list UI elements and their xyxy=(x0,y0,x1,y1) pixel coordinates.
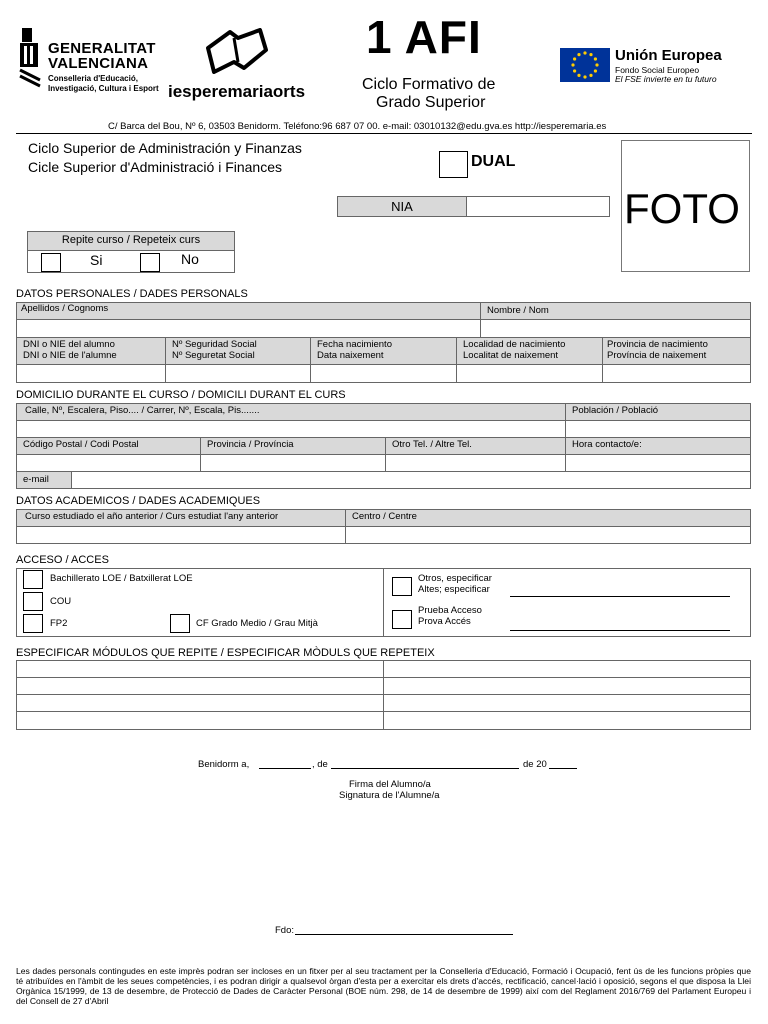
gv-subtitle-1: Conselleria d'Educació, xyxy=(48,74,138,83)
street-input[interactable] xyxy=(16,420,566,438)
postal-input[interactable] xyxy=(16,454,201,472)
otherphone-input[interactable] xyxy=(385,454,566,472)
town-label-cell xyxy=(565,403,751,421)
otherphone-label-cell xyxy=(385,437,566,455)
bach-checkbox[interactable] xyxy=(23,570,43,589)
test-checkbox[interactable] xyxy=(392,610,412,629)
center-input[interactable] xyxy=(345,526,751,544)
school-address: C/ Barca del Bou, Nº 6, 03503 Benidorm. Teléfono:96 687 07 00. e-mail: 03010132@edu.gva.es http://iesperemaria.es xyxy=(108,121,607,132)
contacthour-label: Hora contacto/e: xyxy=(572,439,642,450)
birth-input[interactable] xyxy=(310,364,457,383)
access-section-title: ACCESO / ACCES xyxy=(16,554,109,566)
nia-input[interactable] xyxy=(466,196,610,217)
sign-place: Benidorm a, xyxy=(198,759,250,770)
academic-section-title: DATOS ACADEMICOS / DADES ACADEMIQUES xyxy=(16,495,261,507)
dni-input[interactable] xyxy=(16,364,166,383)
prevcourse-label-cell xyxy=(16,509,346,527)
modules-section-title: ESPECIFICAR MÓDULOS QUE REPITE / ESPECIFICAR MÒDULS QUE REPETEIX xyxy=(16,647,435,659)
town-input[interactable] xyxy=(565,420,751,438)
repeat-yes-checkbox[interactable] xyxy=(41,253,61,272)
eu-flag-icon xyxy=(560,48,610,82)
others-label-2: Altes; especificar xyxy=(418,584,490,595)
repeat-no-checkbox[interactable] xyxy=(140,253,160,272)
modules-input-3a[interactable] xyxy=(16,694,384,712)
modules-input-1a[interactable] xyxy=(16,660,384,678)
nia-label-cell xyxy=(337,196,467,217)
gv-subtitle-2: Investigació, Cultura i Esport xyxy=(48,84,159,93)
birthplace-label-2: Localitat de naixement xyxy=(463,350,559,361)
email-label: e-mail xyxy=(23,474,49,485)
others-input-line[interactable] xyxy=(510,596,730,597)
ss-label-1: Nº Seguridad Social xyxy=(172,339,257,350)
sign-month-line[interactable] xyxy=(331,768,519,769)
modules-input-4a[interactable] xyxy=(16,711,384,730)
school-name: iesperemariaorts xyxy=(168,82,306,101)
dni-label-2: DNI o NIE de l'alumne xyxy=(23,350,117,361)
sign-label-1: Firma del Alumno/a xyxy=(349,779,431,790)
legal-notice: Les dades personals contingudes en este imprès podran ser incloses en un fitxer per al seu tractament per la Conselleria d'Educació, Formació i Ocupació, fent ús de les funcions pròpies que té atribuïdes en l'àmbit de les seues competències, i es podran dirigir a qualsevol òrgan d'esta per a exercitar els drets d'accés, rectificació, cancel·lació i oposició, segons el que disposa la Llei Orgànica 15/1999, de 13 de desembre, de Protecció de Dades de Caràcter Personal (BOE núm. 298, de 14 de desembre de 1999) així com del Reglament 2016/769 del Parlament Europeu i del Consell de 27 d'Abril xyxy=(16,966,751,1006)
postal-label-cell xyxy=(16,437,201,455)
cfmedio-checkbox[interactable] xyxy=(170,614,190,633)
repeat-label: Repite curso / Repeteix curs xyxy=(61,234,201,246)
province-label-cell xyxy=(200,437,386,455)
fp2-label: FP2 xyxy=(50,618,68,629)
dual-checkbox[interactable] xyxy=(439,151,468,178)
contacthour-input[interactable] xyxy=(565,454,751,472)
eu-subtitle-1: Fondo Social Europeo xyxy=(615,65,700,75)
fdo-label: Fdo: xyxy=(275,925,295,936)
generalitat-logo xyxy=(18,28,168,98)
eu-title: Unión Europea xyxy=(615,47,722,64)
fp2-checkbox[interactable] xyxy=(23,614,43,633)
prevcourse-label: Curso estudiado el año anterior / Curs estudiat l'any anterior xyxy=(25,511,279,522)
header-divider xyxy=(16,133,752,134)
birthprov-label-2: Província de naixement xyxy=(607,350,707,361)
prevcourse-input[interactable] xyxy=(16,526,346,544)
sign-day-line[interactable] xyxy=(259,768,311,769)
postal-label: Código Postal / Codi Postal xyxy=(23,439,139,450)
province-label: Provincia / Província xyxy=(207,439,294,450)
town-label: Población / Població xyxy=(572,405,659,416)
contacthour-label-cell xyxy=(565,437,751,455)
cou-label: COU xyxy=(50,596,72,607)
test-input-line[interactable] xyxy=(510,630,730,631)
repeat-header xyxy=(28,232,234,251)
birthplace-label-1: Localidad de nacimiento xyxy=(463,339,566,350)
dual-label: DUAL xyxy=(471,153,516,170)
name-input[interactable] xyxy=(480,319,751,338)
birth-label-cell xyxy=(310,337,457,365)
repeat-yes-label: Si xyxy=(90,252,103,268)
sign-de1: , de xyxy=(312,759,328,770)
photo-label: FOTO xyxy=(624,185,740,232)
ss-label-2: Nº Seguretat Social xyxy=(172,350,255,361)
email-label-cell xyxy=(16,471,72,489)
others-checkbox[interactable] xyxy=(392,577,412,596)
dni-label-cell xyxy=(16,337,166,365)
email-input[interactable] xyxy=(71,471,751,489)
center-label-cell xyxy=(345,509,751,527)
sign-label-2: Signatura de l'Alumne/a xyxy=(339,790,440,801)
birth-label-1: Fecha nacimiento xyxy=(317,339,392,350)
birthplace-label-cell xyxy=(456,337,603,365)
generalitat-crest-icon xyxy=(18,28,44,88)
cycle-line-2: Grado Superior xyxy=(376,94,486,111)
personal-section-title: DATOS PERSONALES / DADES PERSONALS xyxy=(16,288,248,300)
name-label: Nombre / Nom xyxy=(487,305,549,316)
surnames-label-cell xyxy=(16,302,481,320)
eu-logo xyxy=(560,48,750,88)
bach-label: Bachillerato LOE / Batxillerat LOE xyxy=(50,573,193,584)
address-section-title: DOMICILIO DURANTE EL CURSO / DOMICILI DURANT EL CURS xyxy=(16,389,346,401)
surnames-label: Apellidos / Cognoms xyxy=(21,303,109,314)
cou-checkbox[interactable] xyxy=(23,592,43,611)
gv-title-1: GENERALITAT xyxy=(48,40,156,57)
eu-subtitle-2: El FSE invierte en tu futuro xyxy=(615,74,717,84)
modules-input-4b[interactable] xyxy=(383,711,751,730)
province-input[interactable] xyxy=(200,454,386,472)
birthplace-input[interactable] xyxy=(456,364,603,383)
ss-label-cell xyxy=(165,337,311,365)
modules-input-1b[interactable] xyxy=(383,660,751,678)
birthprov-input[interactable] xyxy=(602,364,751,383)
sign-de2: de 20 xyxy=(523,759,547,770)
name-label-cell xyxy=(480,302,751,320)
repeat-no-label: No xyxy=(181,251,199,267)
modules-input-3b[interactable] xyxy=(383,694,751,712)
gv-title-2: VALENCIANA xyxy=(48,55,149,72)
test-label-1: Prueba Acceso xyxy=(418,605,482,616)
cycle-line-1: Ciclo Formativo de xyxy=(362,76,496,93)
course-title-va: Cicle Superior d'Administració i Finances xyxy=(28,159,282,175)
sign-year-line[interactable] xyxy=(549,768,577,769)
modules-input-2a[interactable] xyxy=(16,677,384,695)
otherphone-label: Otro Tel. / Altre Tel. xyxy=(392,439,472,450)
ss-input[interactable] xyxy=(165,364,311,383)
surnames-input[interactable] xyxy=(16,319,481,338)
center-label: Centro / Centre xyxy=(352,511,417,522)
photo-box[interactable] xyxy=(621,140,750,272)
cfmedio-label: CF Grado Medio / Grau Mitjà xyxy=(196,618,318,629)
birthprov-label-cell xyxy=(602,337,751,365)
street-label-cell xyxy=(16,403,566,421)
dni-label-1: DNI o NIE del alumno xyxy=(23,339,115,350)
nia-label: NIA xyxy=(391,199,413,214)
book-icon xyxy=(204,28,268,74)
others-label-1: Otros, especificar xyxy=(418,573,492,584)
modules-input-2b[interactable] xyxy=(383,677,751,695)
test-label-2: Prova Accés xyxy=(418,616,471,627)
birthprov-label-1: Provincia de nacimiento xyxy=(607,339,708,350)
form-code: 1 AFI xyxy=(366,11,482,63)
street-label: Calle, Nº, Escalera, Piso.... / Carrer, Nº, Escala, Pis....... xyxy=(25,405,260,416)
course-title-es: Ciclo Superior de Administración y Finanzas xyxy=(28,140,302,156)
fdo-line[interactable] xyxy=(295,934,513,935)
birth-label-2: Data naixement xyxy=(317,350,384,361)
